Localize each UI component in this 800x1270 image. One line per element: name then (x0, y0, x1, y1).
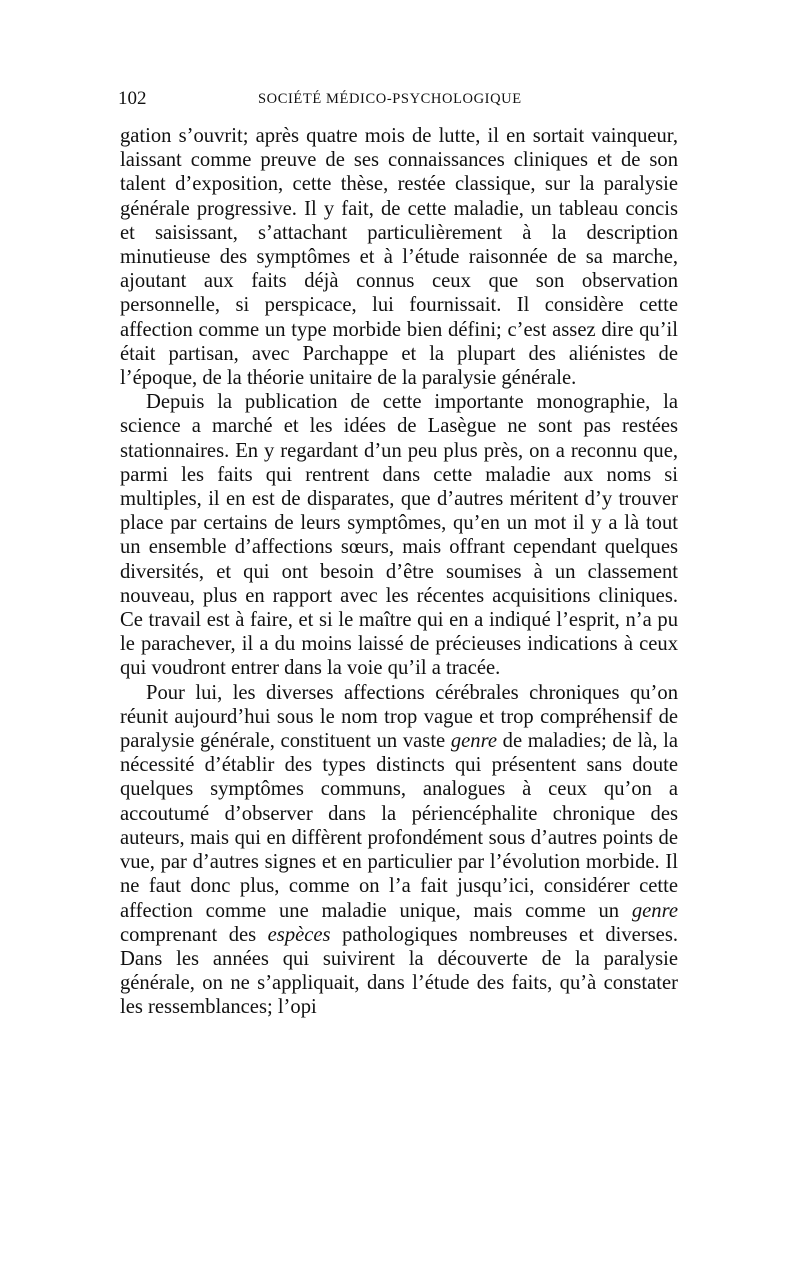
paragraph-2-text: Depuis la publication de cette importante monographie, la science a marché et les idées de Lasègue ne sont pas restées stationnaires. En y regardant d’un peu plus près, on a reconnu que, parmi les faits qui rentrent dans cette maladie aux noms si multiples, il en est de disparates, que d’autres méritent d’y trouver place par certains de leurs symptômes, qu’en un mot il y a là tout un ensemble d’affections sœurs, mais offrant cependant quelques diversités, et qui ont besoin d’être soumises à un classement nouveau, plus en rapport avec les récentes acquisitions cliniques. Ce travail est à faire, et si le maître qui en a indiqué l’esprit, n’a pu le parachever, il a du moins laissé de précieuses indications à ceux qui voudront entrer dans la voie qu’il a tracée. (120, 391, 678, 680)
running-title: SOCIÉTÉ MÉDICO-PSYCHOLOGIQUE (258, 91, 522, 107)
book-page (120, 88, 678, 1020)
italic-genre-2: genre (631, 899, 678, 922)
paragraph-2 (120, 390, 678, 680)
italic-especes: espèces (267, 923, 331, 946)
paragraph-3 (120, 681, 678, 1020)
paragraph-3-text-d: pathologiques nombreuses et diverses. Dans les années qui suivirent la découverte de la paralysie générale, on ne s’appliquait, dans l’étude des faits, qu’à constater les ressemblances; l’opi (120, 923, 678, 1019)
running-head (120, 88, 678, 114)
page-number: 102 (118, 88, 147, 109)
paragraph-3-text-a: Pour lui, les diverses affections cérébrales chroniques qu’on réunit aujourd’hui sous le nom trop vague et trop compréhensif de paralysie générale, constituent un vaste (120, 681, 678, 753)
paragraph-1 (120, 124, 678, 390)
paragraph-3-text-c: comprenant des (120, 923, 268, 946)
paragraph-3-text-b: de maladies; de là, la nécessité d’établir des types distincts qui présentent sans doute quelques symptômes communs, analogues à ceux qu’on a accoutumé d’observer dans la périencéphalite chronique des auteurs, mais qui en diffèrent profondément sous d’autres points de vue, par d’autres signes et en particulier par l’évolution morbide. Il ne faut donc plus, comme on l’a fait jusqu’ici, considérer cette affection comme une maladie unique, mais comme un (120, 730, 679, 922)
body-text (120, 124, 678, 1020)
italic-genre-1: genre (450, 730, 497, 753)
paragraph-1-text: gation s’ouvrit; après quatre mois de lutte, il en sortait vainqueur, laissant comme preuve de ses connaissances cliniques et de son talent d’exposition, cette thèse, restée classique, sur la paralysie générale progressive. Il y fait, de cette maladie, un tableau concis et saisissant, s’attachant particulièrement à la description minutieuse des symptômes et à l’étude raisonnée de sa marche, ajoutant aux faits déjà connus ceux que son observation personnelle, si perspicace, lui fournissait. Il considère cette affection comme un type morbide bien défini; c’est assez dire qu’il était partisan, avec Parchappe et la plupart des aliénistes de l’époque, de la théorie unitaire de la paralysie générale. (120, 125, 678, 390)
